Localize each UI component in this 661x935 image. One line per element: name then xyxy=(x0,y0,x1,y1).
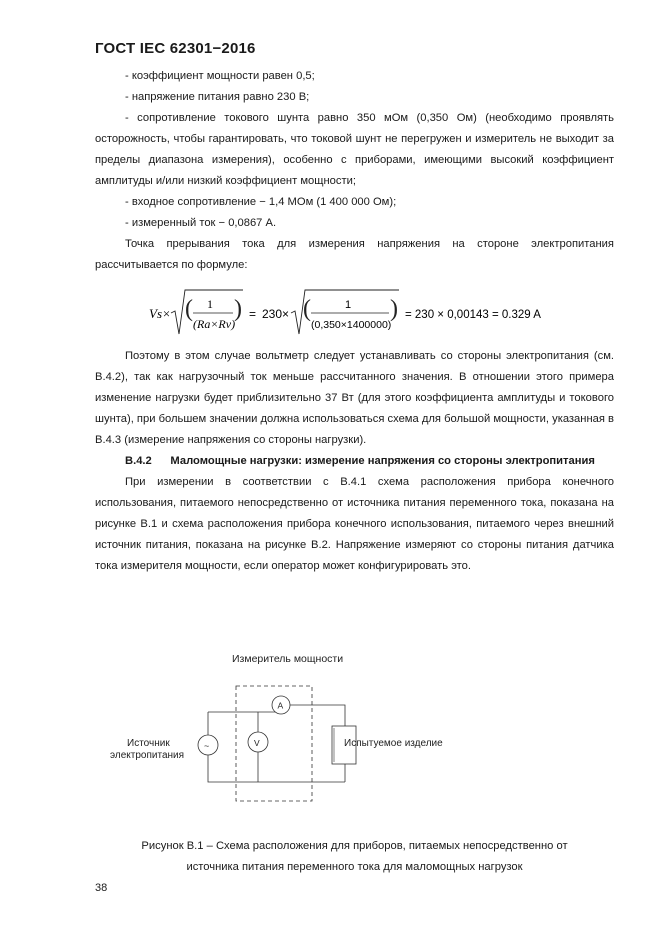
list-item: - коэффициент мощности равен 0,5; xyxy=(125,70,315,82)
list-item: - входное сопротивление − 1,4 МОм (1 400 000 Ом); xyxy=(125,196,397,208)
svg-text:~: ~ xyxy=(204,741,210,751)
paragraph: При измерении в соответствии с В.4.1 схема расположения прибора конечного использования, питаемого непосредственно от источника питания переменного тока, показана на рисунке В.1 и схема расположения прибора конечного использования, питаемого через внешний источник питания, показана на рисунке В.2. Напряжение измеряют со стороны питания датчика тока измерителя мощности, если оператор может конфигурировать это. xyxy=(95,476,614,572)
section-heading xyxy=(95,451,614,472)
formula-coefficient: 230× xyxy=(262,307,290,321)
caption-line: Рисунок В.1 – Схема расположения для приборов, питаемых непосредственно от xyxy=(141,840,568,852)
source-label-line1: Источник xyxy=(127,738,170,749)
formula-result: = 230 × 0,00143 = 0.329 A xyxy=(405,309,541,321)
formula-denominator-numeric: (0,350×1400000) xyxy=(311,319,392,331)
formula-one: 1 xyxy=(207,297,213,311)
formula-equals: = xyxy=(249,307,257,321)
page-number: 38 xyxy=(95,882,108,894)
svg-text:(: ( xyxy=(185,296,193,322)
device-label: Испытуемое изделие xyxy=(344,738,443,749)
formula-intro: Точка прерывания тока для измерения напряжения на стороне электропитания рассчитывается по формуле: xyxy=(95,238,614,271)
list-item: - сопротивление токового шунта равно 350 мОм (0,350 Ом) (необходимо проявлять осторожность, чтобы гарантировать, что токовой шунт не перегружен и измеритель не выходит за пределы диапазона измерения), особенно с приборами, имеющими высокий коэффициент амплитуды и/или низкий коэффициент мощности; xyxy=(95,112,614,187)
caption-line: источника питания переменного тока для маломощных нагрузок xyxy=(186,861,523,873)
svg-text:): ) xyxy=(390,296,398,322)
svg-text:(: ( xyxy=(303,296,311,322)
svg-text:): ) xyxy=(234,296,242,322)
parameter-list xyxy=(95,66,614,276)
voltmeter-letter: V xyxy=(254,738,260,748)
formula-lhs: Vs× xyxy=(149,306,171,321)
list-item: - напряжение питания равно 230 В; xyxy=(125,91,310,103)
paragraph: Поэтому в этом случае вольтметр следует устанавливать со стороны электропитания (см. В.4.2), так как нагрузочный ток меньше рассчитанного значения. В отношении этого примера изменение нагрузки будет приблизительно 37 Вт (для этого коэффициента амплитуды и токового шунта), при большем значении должна использоваться схема для большой мощности, указанная в В.4.3 (измерение напряжения со стороны нагрузки). xyxy=(95,350,614,446)
body-text xyxy=(95,346,614,577)
section-number: В.4.2 xyxy=(125,455,152,467)
section-title: Маломощные нагрузки: измерение напряжения со стороны электропитания xyxy=(170,455,595,467)
meter-label: Измеритель мощности xyxy=(232,653,344,665)
figure-caption xyxy=(95,836,614,878)
source-label-line2: электропитания xyxy=(110,750,185,761)
formula-one-numeric: 1 xyxy=(345,299,352,311)
circuit-diagram xyxy=(100,650,520,825)
formula xyxy=(145,286,575,342)
document-header: ГОСТ IEC 62301−2016 xyxy=(95,40,256,57)
formula-denominator-symbolic: (Ra×Rv) xyxy=(193,317,236,331)
ammeter-letter: A xyxy=(277,700,284,711)
list-item: - измеренный ток − 0,0867 А. xyxy=(125,217,277,229)
